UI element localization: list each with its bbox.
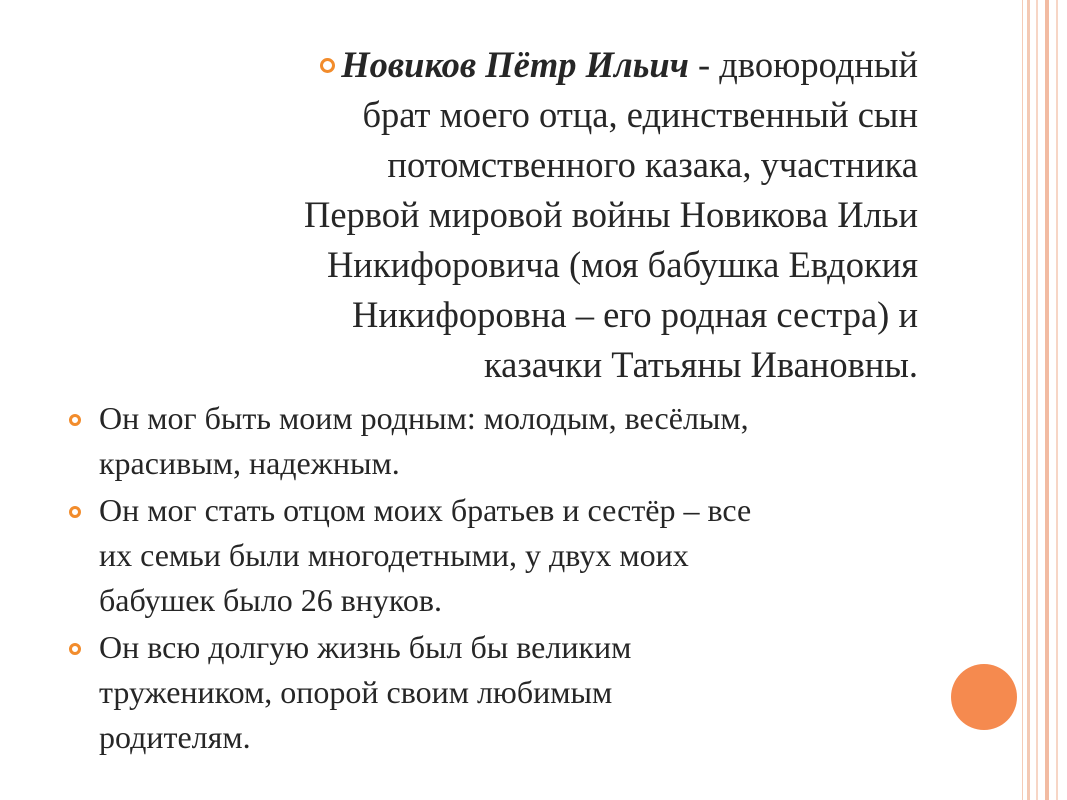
bullet-line: родителям. (99, 719, 251, 755)
bullet-line: тружеником, опорой своим любимым (99, 674, 613, 710)
bullet-item (68, 625, 968, 760)
bullet-line: Он мог быть моим родным: молодым, весёлым, (99, 400, 749, 436)
bullet-line: бабушек было 26 внуков. (99, 582, 442, 618)
bullet-item (68, 488, 968, 623)
main-bullet (118, 40, 918, 390)
frame-stripe (1056, 0, 1058, 800)
bullet-line: их семьи были многодетными, у двух моих (99, 537, 689, 573)
bullet-icon (320, 58, 335, 73)
frame-stripe (1036, 0, 1038, 800)
bullet-icon (69, 506, 81, 518)
main-bullet-line: Первой мировой войны Новикова Ильи (303, 194, 918, 235)
main-bullet-line (118, 40, 918, 90)
bullet-line: Он мог стать отцом моих братьев и сестёр – все (99, 492, 752, 528)
bullet-list (68, 396, 968, 762)
person-name: Новиков Пётр Ильич (341, 44, 689, 85)
main-bullet-line: Никифоровича (моя бабушка Евдокия (326, 244, 918, 285)
frame-stripe (1027, 0, 1030, 800)
frame-stripe (1045, 0, 1049, 800)
main-bullet-line: Никифоровна – его родная сестра) и (352, 294, 918, 335)
frame-line (1022, 0, 1023, 800)
main-bullet-line: потомственного казака, участника (387, 144, 918, 185)
bullet-icon (69, 414, 81, 426)
bullet-line: Он всю долгую жизнь был бы великим (99, 629, 632, 665)
bullet-line: красивым, надежным. (99, 445, 400, 481)
main-bullet-line: казачки Татьяны Ивановны. (483, 344, 918, 385)
main-bullet-text: - двоюродный (688, 44, 918, 85)
bullet-item (68, 396, 968, 486)
main-bullet-line: брат моего отца, единственный сын (362, 94, 918, 135)
bullet-icon (69, 643, 81, 655)
